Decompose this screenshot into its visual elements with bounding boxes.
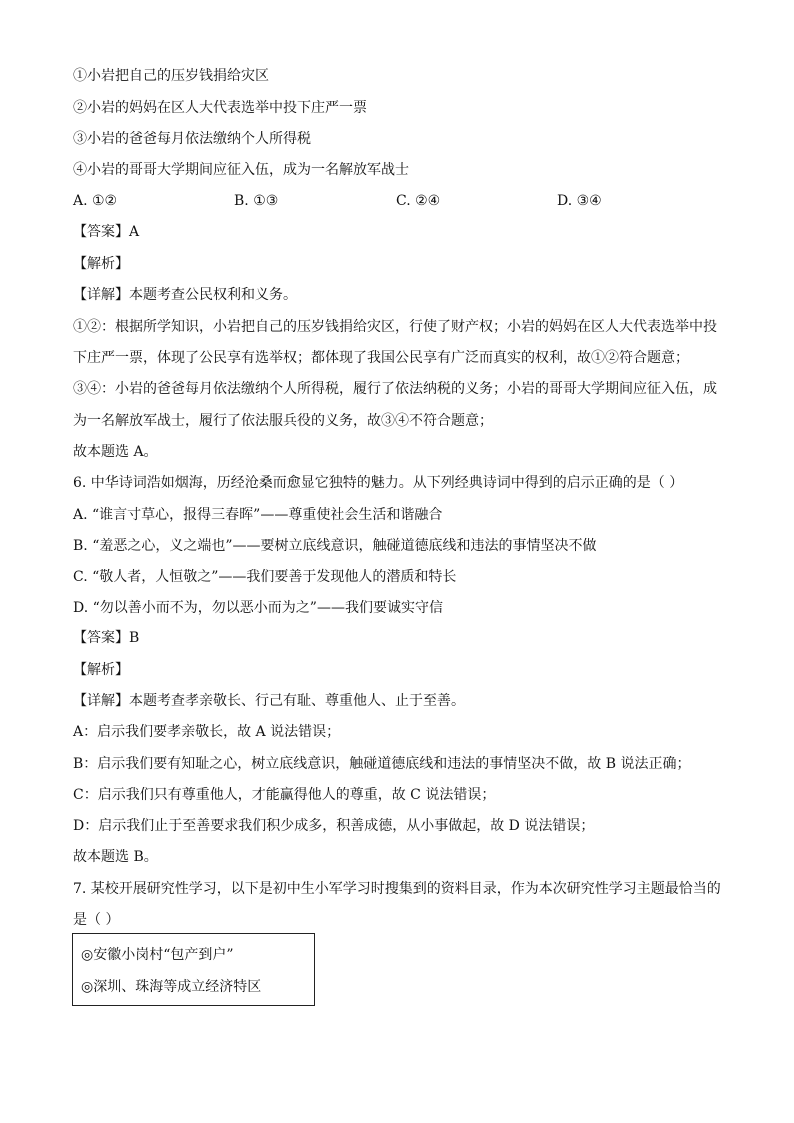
q6-answer: 【答案】B — [73, 630, 140, 646]
q6-explanation-c: C：启示我们只有尊重他人，才能赢得他人的尊重，故 C 说法错误； — [73, 787, 496, 803]
q5-conclusion: 故本题选 A。 — [73, 444, 158, 460]
q5-answer: 【答案】A — [73, 224, 140, 240]
q5-option-b: B. ①③ — [234, 193, 279, 209]
q7-material-item: ◎深圳、珠海等成立经济特区 — [81, 979, 262, 995]
q5-option-c: C. ②④ — [396, 193, 441, 209]
q6-explanation-b: B：启示我们要有知耻之心，树立底线意识，触碰道德底线和违法的事情坚决不做，故 B 说法正确； — [73, 756, 691, 772]
q6-stem: 6. 中华诗词浩如烟海，历经沧桑而愈显它独特的魅力。从下列经典诗词中得到的启示正确的是（ ） — [73, 475, 684, 491]
q6-analysis-heading: 【解析】 — [73, 662, 129, 678]
q5-detail: 【详解】本题考查公民权利和义务。 — [73, 287, 297, 303]
q5-option-d: D. ③④ — [557, 193, 602, 209]
q7-material-box — [72, 933, 315, 1006]
q6-conclusion: 故本题选 B。 — [73, 849, 158, 865]
q7-material-item: ◎安徽小岗村“包产到户” — [81, 947, 234, 963]
q5-item-2: ②小岩的妈妈在区人大代表选举中投下庄严一票 — [73, 100, 367, 116]
q5-item-4: ④小岩的哥哥大学期间应征入伍，成为一名解放军战士 — [73, 162, 409, 178]
q6-option-b: B. “羞恶之心，义之端也”——要树立底线意识，触碰道德底线和违法的事情坚决不做 — [73, 538, 597, 554]
q6-option-a: A. “谁言寸草心，报得三春晖”——尊重使社会生活和谐融合 — [73, 507, 443, 523]
q6-option-d: D. “勿以善小而不为，勿以恶小而为之”——我们要诚实守信 — [73, 600, 443, 616]
q7-stem-line: 7. 某校开展研究性学习，以下是初中生小军学习时搜集到的资料目录，作为本次研究性学习主题最恰当的 — [73, 881, 721, 897]
q5-item-1: ①小岩把自己的压岁钱捐给灾区 — [73, 68, 269, 84]
q6-detail: 【详解】本题考查孝亲敬长、行己有耻、尊重他人、止于至善。 — [73, 693, 465, 709]
q6-option-c: C. “敬人者，人恒敬之”——我们要善于发现他人的潜质和特长 — [73, 569, 457, 585]
q5-explanation-line: 下庄严一票，体现了公民享有选举权；都体现了我国公民享有广泛而真实的权利，故①②符合题意； — [73, 350, 689, 366]
q5-analysis-heading: 【解析】 — [73, 256, 129, 272]
q6-explanation-a: A：启示我们要孝亲敬长，故 A 说法错误； — [73, 724, 341, 740]
q7-stem-line: 是（ ） — [73, 912, 120, 928]
q5-explanation-line: ①②：根据所学知识，小岩把自己的压岁钱捐给灾区，行使了财产权；小岩的妈妈在区人大代表选举中投 — [73, 319, 717, 335]
q5-option-a: A. ①② — [73, 193, 118, 209]
q5-item-3: ③小岩的爸爸每月依法缴纳个人所得税 — [73, 131, 311, 147]
q5-explanation-line: 为一名解放军战士，履行了依法服兵役的义务，故③④不符合题意； — [73, 413, 493, 429]
q6-explanation-d: D：启示我们止于至善要求我们积少成多，积善成德，从小事做起，故 D 说法错误； — [73, 818, 595, 834]
q5-explanation-line: ③④：小岩的爸爸每月依法缴纳个人所得税，履行了依法纳税的义务；小岩的哥哥大学期间应征入伍，成 — [73, 381, 717, 397]
